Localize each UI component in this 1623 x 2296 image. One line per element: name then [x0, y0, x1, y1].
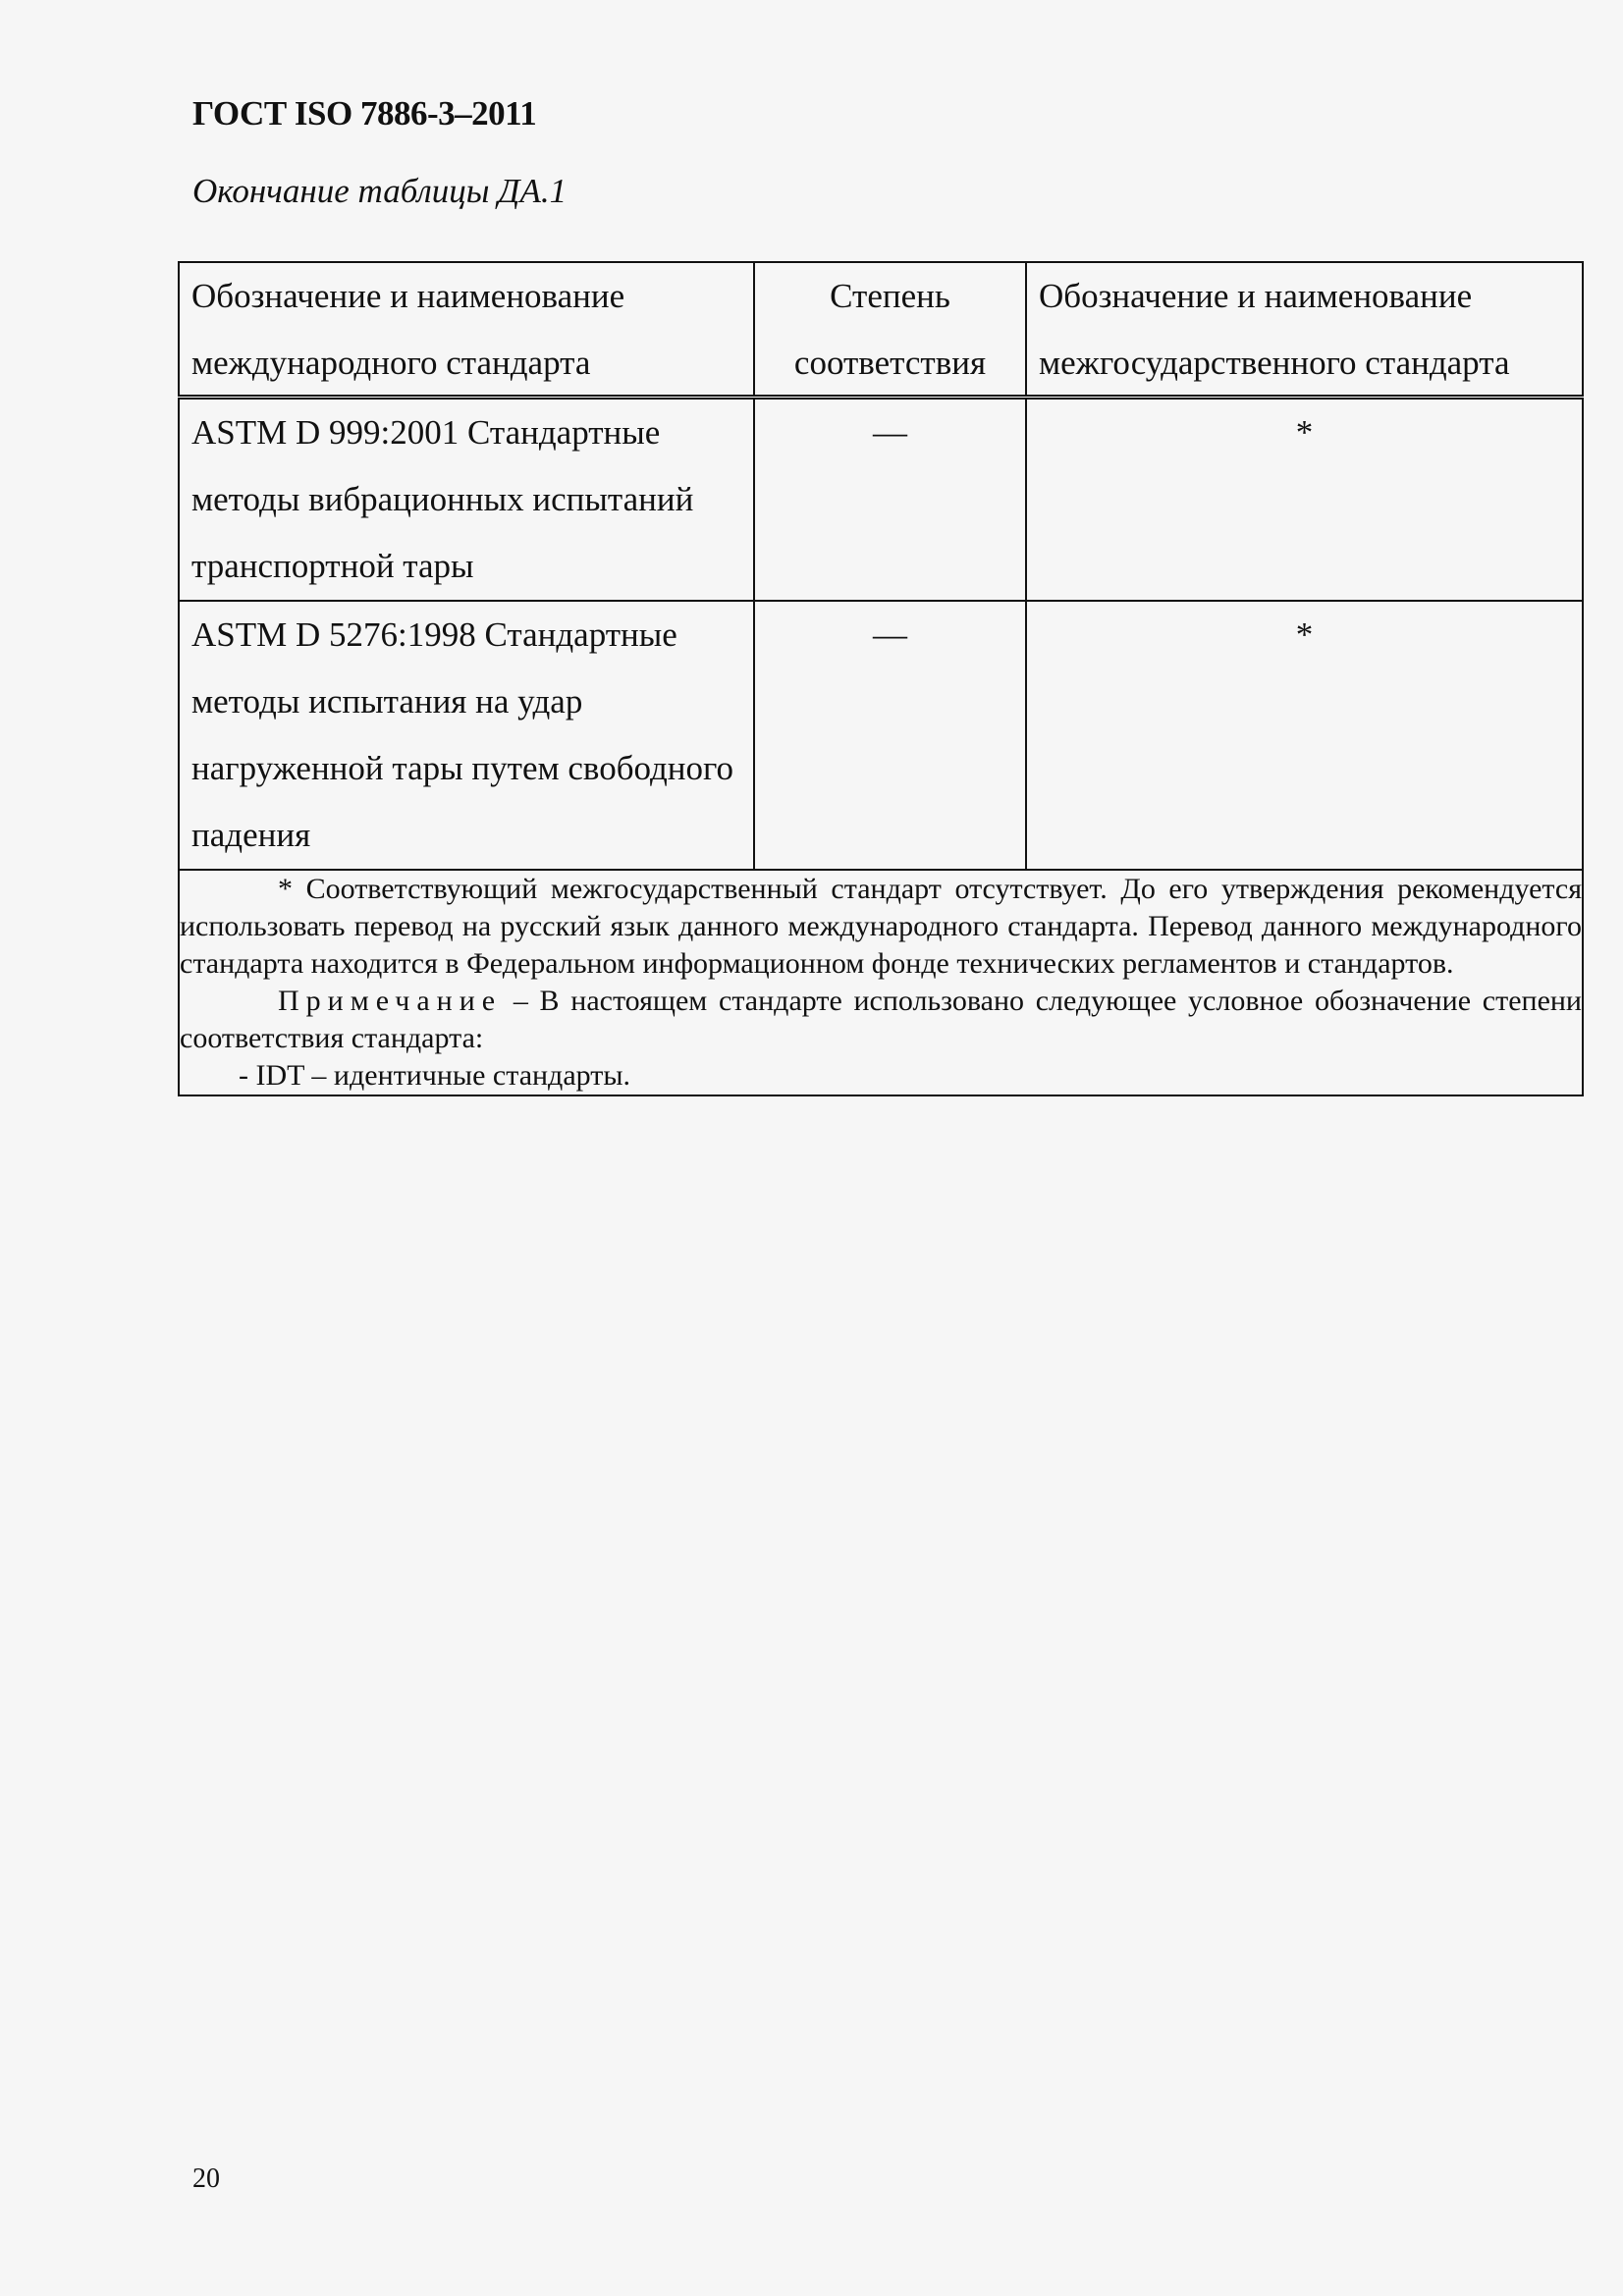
- column-header-interstate: Обозначение и наименование межгосударственного стандарта: [1026, 262, 1583, 398]
- table-header-row: [179, 262, 1583, 398]
- standards-table: [178, 261, 1582, 1096]
- footnote: * Соответствующий межгосударственный стандарт отсутствует. До его утверждения рекомендуется использовать перевод на русский язык данного международного стандарта. Перевод данного международного стандарта находится в Федеральном информационном фонде технических регламентов и стандартов.: [180, 873, 1582, 980]
- note-label: Примечание: [278, 985, 503, 1017]
- cell-degree: —: [754, 398, 1026, 602]
- column-header-international: Обозначение и наименование международного стандарта: [179, 262, 754, 398]
- cell-interstate-standard: *: [1026, 398, 1583, 602]
- table-notes: [179, 870, 1583, 1095]
- table-row: [179, 601, 1583, 870]
- cell-international-standard: ASTM D 999:2001 Стандартные методы вибрационных испытаний транспортной тары: [179, 398, 754, 602]
- cell-interstate-standard: *: [1026, 601, 1583, 870]
- note-item: - IDT – идентичные стандарты.: [239, 1059, 631, 1092]
- document-code: ГОСТ ISO 7886-3–2011: [192, 94, 537, 133]
- cell-international-standard: ASTM D 5276:1998 Стандартные методы испытания на удар нагруженной тары путем свободного падения: [179, 601, 754, 870]
- table-row: [179, 398, 1583, 602]
- cell-degree: —: [754, 601, 1026, 870]
- column-header-degree: Степень соответствия: [754, 262, 1026, 398]
- note: [180, 983, 1582, 1057]
- table: [178, 261, 1584, 1096]
- page-number: 20: [192, 2163, 220, 2194]
- note-text: – В настоящем стандарте использовано следующее условное обозначение степени соответствия стандарта:: [180, 985, 1582, 1054]
- table-notes-row: [179, 870, 1583, 1095]
- table-caption: Окончание таблицы ДА.1: [192, 172, 568, 210]
